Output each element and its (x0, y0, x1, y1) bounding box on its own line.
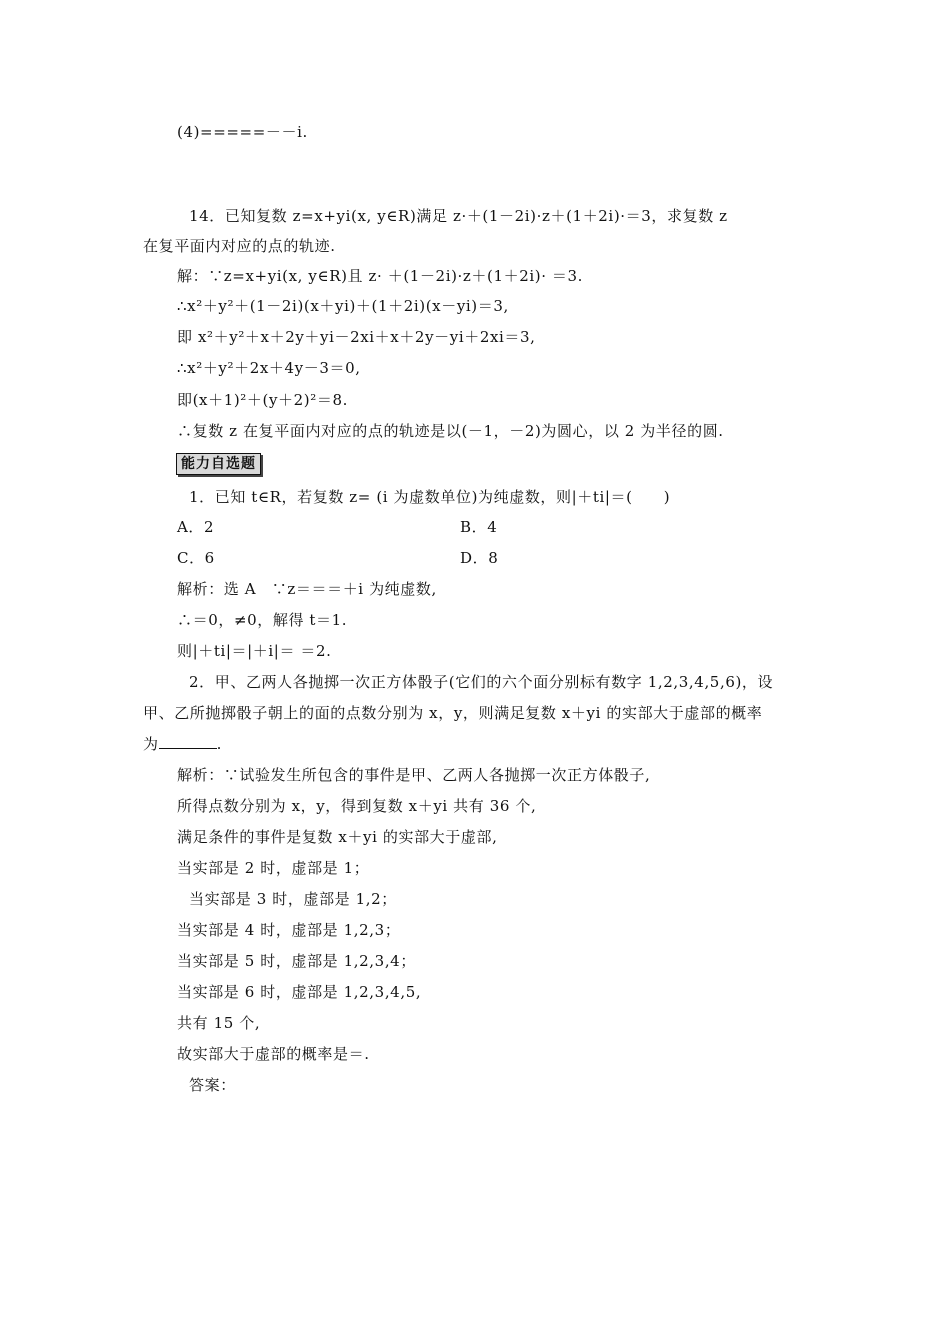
option-b: B．4 (460, 518, 498, 536)
section-badge: 能力自选题 (176, 453, 261, 475)
problem-14-line-2: 在复平面内对应的点的轨迹. (143, 237, 336, 255)
solution-line: ∴复数 z 在复平面内对应的点的轨迹是以(－1，－2)为圆心，以 2 为半径的圆. (177, 422, 724, 440)
solution-line: 解：∵z=x+yi(x, y∈R)且 z· ＋(1－2i)·z＋(1＋2i)· ＝3. (177, 267, 584, 285)
solution-line: ∴＝0，≠0，解得 t＝1. (177, 611, 348, 629)
solution-line: ∴x²＋y²＋(1－2i)(x＋yi)＋(1＋2i)(x－yi)＝3, (177, 297, 509, 315)
solution-line: 故实部大于虚部的概率是＝. (177, 1045, 370, 1063)
solution-line: 当实部是 3 时，虚部是 1,2； (189, 890, 397, 908)
solution-line: 满足条件的事件是复数 x＋yi 的实部大于虚部, (177, 828, 498, 846)
question-2-line-2: 甲、乙所抛掷骰子朝上的面的点数分别为 x，y，则满足复数 x＋yi 的实部大于虚部的概率 (143, 704, 763, 722)
question-2-line-3: 为 . (143, 735, 222, 753)
solution-line: 即 x²＋y²＋x＋2y＋yi－2xi＋x＋2y－yi＋2xi＝3, (177, 328, 536, 346)
option-c: C．6 (177, 549, 215, 567)
solution-line: ∴x²＋y²＋2x＋4y－3＝0, (177, 359, 361, 377)
solution-line: 当实部是 5 时，虚部是 1,2,3,4； (177, 952, 416, 970)
text-line: (4)=====－－i. (177, 123, 308, 141)
question-1: 1．已知 t∈R，若复数 z= (i 为虚数单位)为纯虚数，则|＋ti|＝( ) (189, 488, 671, 506)
solution-line: 当实部是 2 时，虚部是 1； (177, 859, 370, 877)
solution-line: 解析：选 A ∵z＝＝＝＋i 为纯虚数, (177, 580, 437, 598)
solution-line: 共有 15 个, (177, 1014, 261, 1032)
solution-line: 当实部是 6 时，虚部是 1,2,3,4,5, (177, 983, 422, 1001)
answer-label: 答案： (189, 1076, 236, 1094)
solution-line: 解析：∵试验发生所包含的事件是甲、乙两人各抛掷一次正方体骰子, (177, 766, 651, 784)
solution-line: 当实部是 4 时，虚部是 1,2,3； (177, 921, 401, 939)
option-d: D．8 (460, 549, 499, 567)
question-2-line-1: 2．甲、乙两人各抛掷一次正方体骰子(它们的六个面分别标有数字 1,2,3,4,5,6)，设 (189, 673, 774, 691)
solution-line: 所得点数分别为 x，y，得到复数 x＋yi 共有 36 个, (177, 797, 537, 815)
solution-line: 则|＋ti|＝|＋i|＝ ＝2. (177, 642, 332, 660)
problem-14-line-1: 14．已知复数 z=x+yi(x, y∈R)满足 z·＋(1－2i)·z＋(1＋2i)·＝3，求复数 z (189, 207, 728, 225)
solution-line: 即(x＋1)²＋(y＋2)²＝8. (177, 391, 348, 409)
answer-blank (159, 736, 217, 749)
option-a: A．2 (177, 518, 215, 536)
